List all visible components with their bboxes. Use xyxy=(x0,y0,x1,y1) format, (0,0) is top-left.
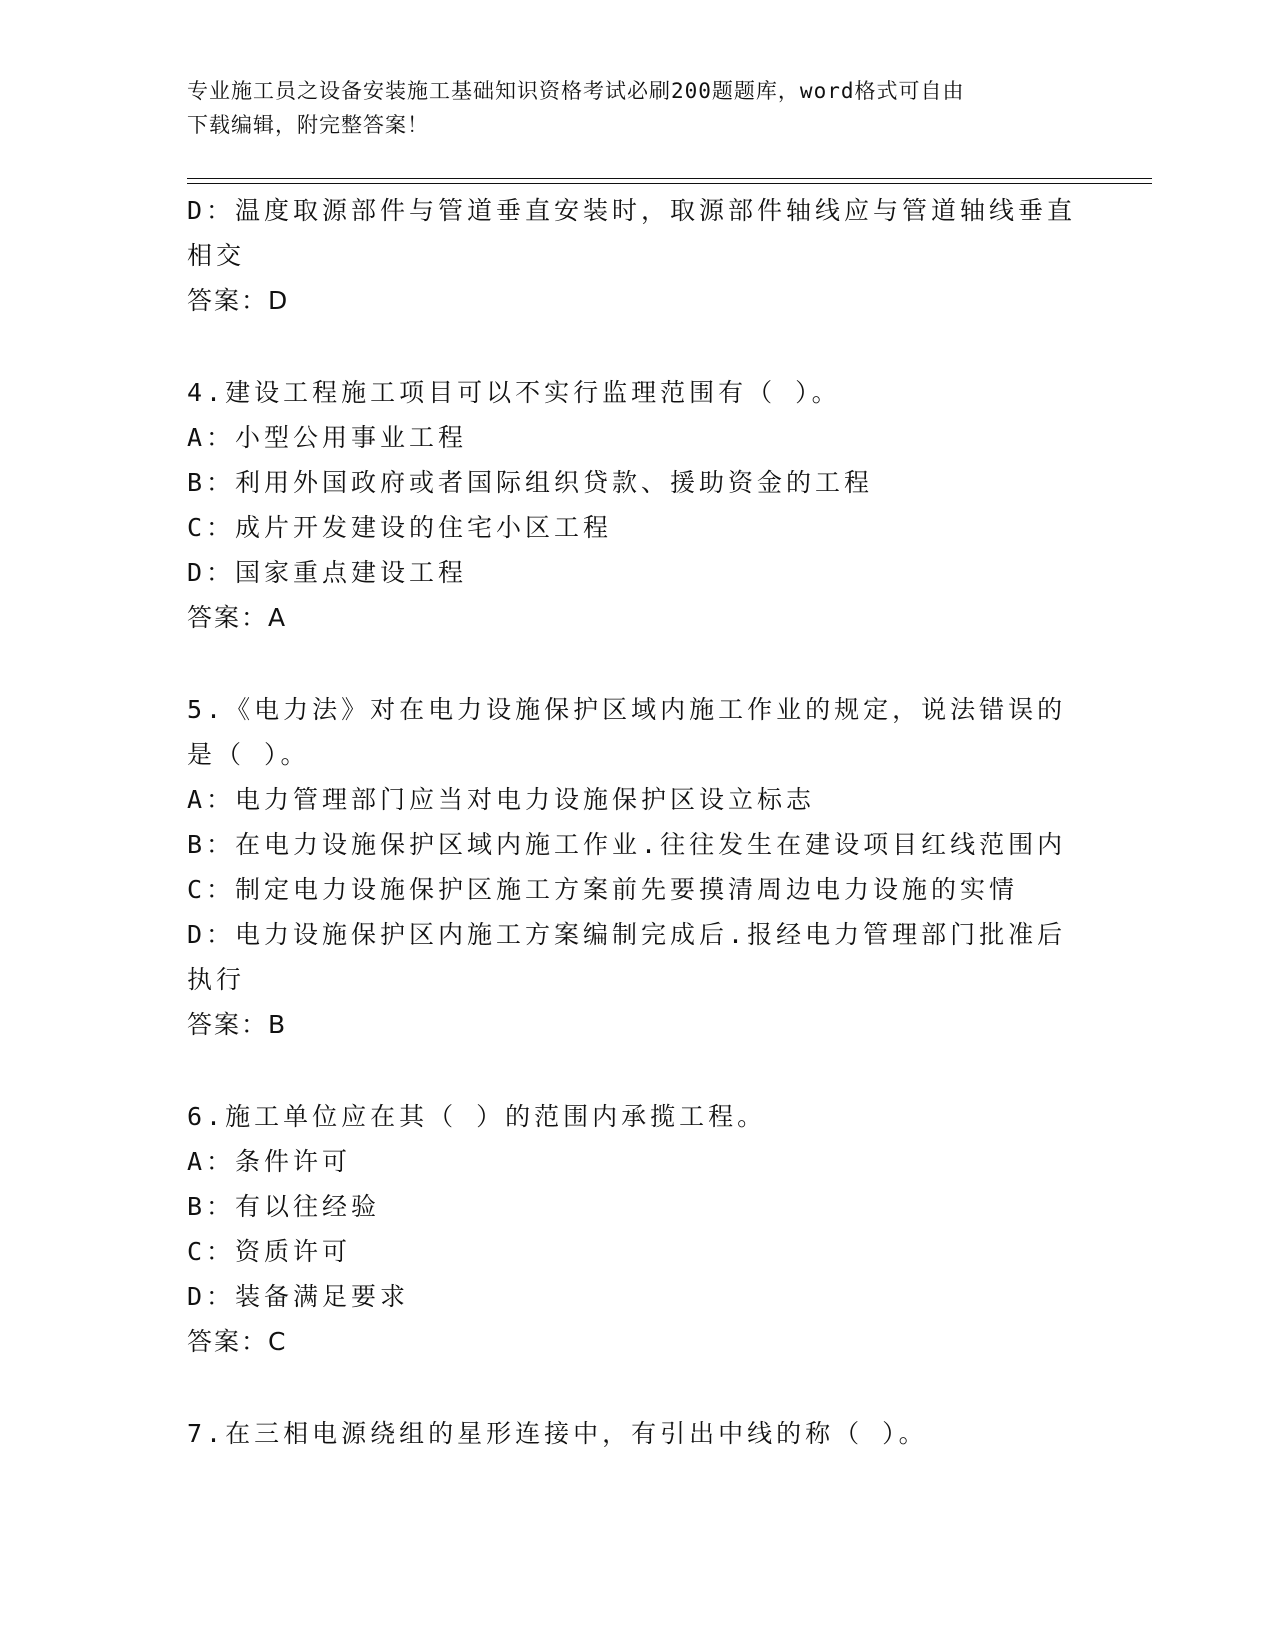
spacer xyxy=(187,1047,1087,1094)
option-c: C：资质许可 xyxy=(187,1237,352,1266)
answer-label: 答案：C xyxy=(187,1327,288,1356)
option-a: A：小型公用事业工程 xyxy=(187,423,468,452)
option-b: B：在电力设施保护区域内施工作业.往往发生在建设项目红线范围内 xyxy=(187,830,1067,859)
option-c: C：制定电力设施保护区施工方案前先要摸清周边电力设施的实情 xyxy=(187,875,1019,904)
spacer xyxy=(187,640,1087,687)
option-d-line-1: D：温度取源部件与管道垂直安装时，取源部件轴线应与管道轴线垂直 xyxy=(187,196,1077,225)
spacer xyxy=(187,1364,1087,1411)
question-3-tail xyxy=(187,188,1087,323)
question-text-line-2: 是（ ）。 xyxy=(187,740,310,769)
spacer xyxy=(187,323,1087,370)
answer-label: 答案：B xyxy=(187,1010,288,1039)
option-b: B：有以往经验 xyxy=(187,1192,381,1221)
answer-label: 答案：D xyxy=(187,286,290,315)
question-text: 4.建设工程施工项目可以不实行监理范围有（ ）。 xyxy=(187,378,841,407)
question-text: 7.在三相电源绕组的星形连接中，有引出中线的称（ ）。 xyxy=(187,1419,928,1448)
option-d: D：国家重点建设工程 xyxy=(187,558,468,587)
header-divider xyxy=(187,178,1152,184)
option-a: A：电力管理部门应当对电力设施保护区设立标志 xyxy=(187,785,816,814)
question-5 xyxy=(187,687,1087,1047)
option-d-line-1: D：电力设施保护区内施工方案编制完成后.报经电力管理部门批准后 xyxy=(187,920,1067,949)
option-a: A：条件许可 xyxy=(187,1147,352,1176)
header-title-line-1: 专业施工员之设备安装施工基础知识资格考试必刷200题题库，word格式可自由 xyxy=(187,79,965,103)
question-7 xyxy=(187,1411,1087,1456)
question-list xyxy=(187,188,1087,1456)
option-d-line-2: 相交 xyxy=(187,241,246,270)
header-title-line-2: 下载编辑，附完整答案！ xyxy=(187,113,429,137)
question-text: 6.施工单位应在其（ ）的范围内承揽工程。 xyxy=(187,1102,767,1131)
option-d-line-2: 执行 xyxy=(187,965,246,994)
question-4 xyxy=(187,370,1087,640)
question-6 xyxy=(187,1094,1087,1364)
option-d: D：装备满足要求 xyxy=(187,1282,410,1311)
option-b: B：利用外国政府或者国际组织贷款、援助资金的工程 xyxy=(187,468,874,497)
answer-label: 答案：A xyxy=(187,603,288,632)
question-text-line-1: 5.《电力法》对在电力设施保护区域内施工作业的规定，说法错误的 xyxy=(187,695,1067,724)
option-c: C：成片开发建设的住宅小区工程 xyxy=(187,513,613,542)
document-header xyxy=(187,74,1067,142)
